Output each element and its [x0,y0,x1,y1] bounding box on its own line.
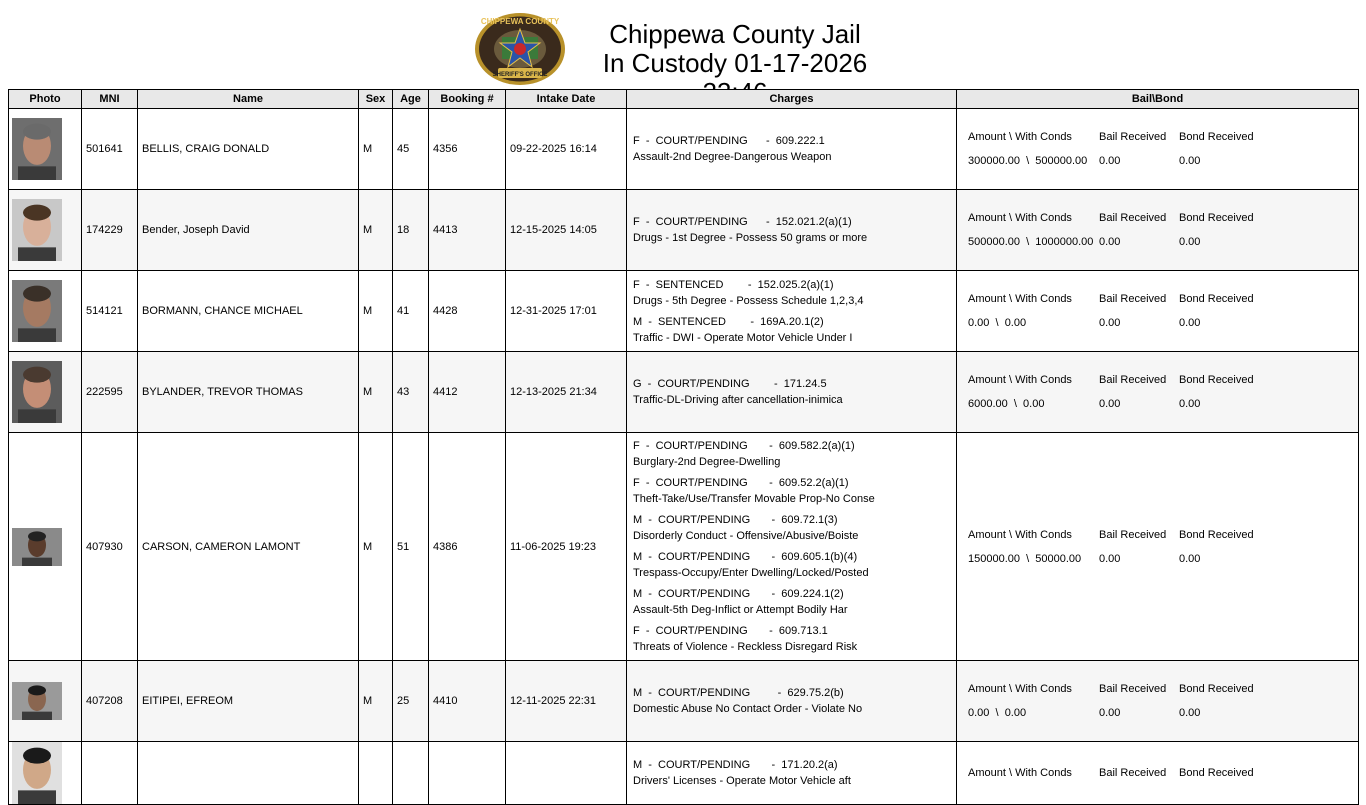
jail-name: Chippewa County Jail [609,19,861,49]
col-intake-date[interactable]: Intake Date [506,90,627,109]
mugshot-photo[interactable] [12,199,62,261]
charges-cell [627,661,957,742]
charge-entry [633,757,950,789]
custody-timestamp: In Custody 01-17-2026 [602,48,868,78]
charges-cell [627,433,957,661]
col-mni[interactable]: MNI [82,90,138,109]
charge-level-status-statute: M - COURT/PENDING - 609.605.1(b)(4) [633,551,858,563]
bail-amount-label: Amount \ With Conds [968,528,1072,541]
col-age[interactable]: Age [393,90,429,109]
intake-date-cell: 12-31-2025 17:01 [506,271,627,352]
charges-cell [627,271,957,352]
bail-received-label: Bail Received [1099,528,1167,541]
bail-amount-value: 6000.00 \ 0.00 [968,398,1045,410]
intake-date-cell: 11-06-2025 19:23 [506,433,627,661]
charge-level-status-statute: M - COURT/PENDING - 609.72.1(3) [633,514,838,526]
bail-values-row [968,392,1354,416]
bail-received-label: Bail Received [1099,293,1167,305]
sex-cell: M [359,661,393,742]
charge-entry [633,512,950,544]
mugshot-photo[interactable] [12,682,62,720]
col-name[interactable]: Name [138,90,359,109]
name-cell: Bender, Joseph David [138,190,359,271]
svg-text:SHERIFF'S OFFICE: SHERIFF'S OFFICE [492,72,548,78]
mni-cell: 501641 [82,109,138,190]
sex-cell: M [359,271,393,352]
bail-amount-value: 150000.00 \ 50000.00 [968,552,1082,565]
charge-entry [633,277,950,309]
bail-header-row [968,523,1354,547]
charge-level-status-statute: M - COURT/PENDING - 609.224.1(2) [633,588,844,600]
charge-entry [633,549,950,581]
col-photo[interactable]: Photo [9,90,82,109]
bail-bond-cell [957,109,1359,190]
bail-amount-value: 0.00 \ 0.00 [968,317,1027,329]
age-cell: 51 [393,433,429,661]
charge-description: Drivers' Licenses - Operate Motor Vehicle aft [633,775,851,787]
bail-header-row [968,206,1354,230]
charge-level-status-statute: F - COURT/PENDING - 152.021.2(a)(1) [633,216,852,228]
charge-entry [633,685,950,717]
charge-description: Traffic - DWI - Operate Motor Vehicle Under I [633,331,853,344]
table-row[interactable] [9,433,1359,661]
charge-description: Domestic Abuse No Contact Order - Violate No [633,703,863,715]
bail-amount-label: Amount \ With Conds [968,374,1072,386]
bail-received-value: 0.00 [1099,398,1121,410]
name-cell: BYLANDER, TREVOR THOMAS [138,352,359,433]
mugshot-photo[interactable] [12,118,62,180]
booking-cell: 4413 [429,190,506,271]
bail-values-row [968,701,1354,725]
bond-received-value: 0.00 [1179,236,1201,248]
bond-received-value: 0.00 [1179,398,1201,410]
photo-cell [9,661,82,742]
photo-cell [9,109,82,190]
col-booking[interactable]: Booking # [429,90,506,109]
sex-cell: M [359,190,393,271]
age-cell: 18 [393,190,429,271]
bail-header-row [968,761,1354,785]
table-row[interactable] [9,661,1359,742]
bail-amount-value: 300000.00 \ 500000.00 [968,155,1088,167]
bail-bond-cell [957,661,1359,742]
bond-received-label: Bond Received [1179,767,1254,779]
charges-cell [627,352,957,433]
charge-description: Traffic-DL-Driving after cancellation-inimica [633,394,843,406]
bail-header-row [968,368,1354,392]
mugshot-photo[interactable] [12,528,62,566]
name-cell: BELLIS, CRAIG DONALD [138,109,359,190]
table-row[interactable] [9,271,1359,352]
bail-values-row [968,547,1354,571]
charge-description: Disorderly Conduct - Offensive/Abusive/Boiste [633,530,859,542]
charge-level-status-statute: M - COURT/PENDING - 629.75.2(b) [633,687,844,699]
bail-received-value: 0.00 [1099,317,1121,329]
charge-entry [633,623,950,655]
bond-received-label: Bond Received [1179,683,1254,695]
sex-cell: M [359,433,393,661]
mni-cell: 174229 [82,190,138,271]
name-cell: CARSON, CAMERON LAMONT [138,433,359,661]
charge-level-status-statute: G - COURT/PENDING - 171.24.5 [633,378,827,390]
age-cell: 43 [393,352,429,433]
charge-level-status-statute: F - COURT/PENDING - 609.713.1 [633,625,828,637]
charge-entry [633,475,950,507]
booking-cell: 4410 [429,661,506,742]
name-cell: EITIPEI, EFREOM [138,661,359,742]
charges-cell [627,109,957,190]
charge-description: Assault-2nd Degree-Dangerous Weapon [633,151,832,163]
booking-cell: 4356 [429,109,506,190]
charge-description: Assault-5th Deg-Inflict or Attempt Bodily Har [633,604,848,616]
bail-values-row [968,149,1354,173]
mugshot-photo[interactable] [12,742,62,804]
charge-entry [633,438,950,470]
sex-cell: M [359,109,393,190]
intake-date-cell [506,742,627,805]
bail-received-label: Bail Received [1099,767,1167,779]
table-header-row [9,90,1359,109]
age-cell: 45 [393,109,429,190]
photo-cell [9,352,82,433]
charge-level-status-statute: F - SENTENCED - 152.025.2(a)(1) [633,278,834,291]
bond-received-label: Bond Received [1179,528,1254,541]
charge-entry [633,133,950,165]
bail-header-row [968,677,1354,701]
photo-cell [9,742,82,805]
bond-received-label: Bond Received [1179,131,1254,143]
charges-cell [627,190,957,271]
booking-cell [429,742,506,805]
name-cell [138,742,359,805]
charge-entry [633,586,950,618]
intake-date-cell: 12-13-2025 21:34 [506,352,627,433]
charge-level-status-statute: F - COURT/PENDING - 609.52.2(a)(1) [633,477,849,489]
bail-bond-cell [957,271,1359,352]
inmate-roster-table [8,89,1359,805]
charge-level-status-statute: M - SENTENCED - 169A.20.1(2) [633,315,824,328]
bond-received-value: 0.00 [1179,707,1201,719]
charge-description: Burglary-2nd Degree-Dwelling [633,456,781,468]
bail-received-value: 0.00 [1099,552,1121,565]
bond-received-label: Bond Received [1179,293,1254,305]
table-row[interactable] [9,190,1359,271]
age-cell: 25 [393,661,429,742]
photo-cell [9,433,82,661]
bail-bond-cell [957,352,1359,433]
sex-cell [359,742,393,805]
bail-amount-label: Amount \ With Conds [968,683,1072,695]
mni-cell: 407208 [82,661,138,742]
booking-cell: 4386 [429,433,506,661]
booking-cell: 4428 [429,271,506,352]
charge-level-status-statute: F - COURT/PENDING - 609.582.2(a)(1) [633,440,855,452]
bail-received-label: Bail Received [1099,131,1167,143]
mni-cell [82,742,138,805]
bail-received-value: 0.00 [1099,155,1121,167]
photo-cell [9,190,82,271]
bail-amount-value: 500000.00 \ 1000000.00 [968,236,1094,248]
age-cell: 41 [393,271,429,352]
bail-received-label: Bail Received [1099,212,1167,224]
charge-description: Drugs - 5th Degree - Possess Schedule 1,2,3,4 [633,294,864,307]
charge-description: Threats of Violence - Reckless Disregard Risk [633,641,858,653]
bond-received-value: 0.00 [1179,317,1201,329]
bond-received-label: Bond Received [1179,212,1254,224]
col-bail-bond[interactable]: Bail\Bond [957,90,1359,109]
intake-date-cell: 09-22-2025 16:14 [506,109,627,190]
bail-values-row [968,311,1354,335]
intake-date-cell: 12-15-2025 14:05 [506,190,627,271]
mni-cell: 222595 [82,352,138,433]
table-row[interactable] [9,109,1359,190]
bond-received-value: 0.00 [1179,552,1201,565]
charge-level-status-statute: F - COURT/PENDING - 609.222.1 [633,135,825,147]
bail-received-label: Bail Received [1099,374,1167,386]
table-row[interactable] [9,742,1359,805]
charges-cell [627,742,957,805]
bond-received-value: 0.00 [1179,155,1201,167]
photo-cell [9,271,82,352]
bond-received-label: Bond Received [1179,374,1254,386]
table-row[interactable] [9,352,1359,433]
bail-received-value: 0.00 [1099,236,1121,248]
charge-entry [633,314,950,346]
report-header [0,10,1366,92]
mugshot-photo[interactable] [12,280,62,342]
charge-description: Theft-Take/Use/Transfer Movable Prop-No Conse [633,493,875,505]
charge-description: Trespass-Occupy/Enter Dwelling/Locked/Posted [633,567,869,579]
bail-header-row [968,125,1354,149]
col-charges[interactable]: Charges [627,90,957,109]
sheriff-badge-logo [474,12,566,86]
sex-cell: M [359,352,393,433]
mni-cell: 407930 [82,433,138,661]
bail-amount-label: Amount \ With Conds [968,293,1072,305]
bail-bond-cell [957,742,1359,805]
svg-text:CHIPPEWA COUNTY: CHIPPEWA COUNTY [480,17,560,26]
bail-bond-cell [957,190,1359,271]
bail-received-label: Bail Received [1099,683,1167,695]
bail-amount-label: Amount \ With Conds [968,131,1072,143]
bail-header-row [968,287,1354,311]
mugshot-photo[interactable] [12,361,62,423]
col-sex[interactable]: Sex [359,90,393,109]
bail-values-row [968,230,1354,254]
bail-received-value: 0.00 [1099,707,1121,719]
age-cell [393,742,429,805]
charge-entry [633,214,950,246]
name-cell: BORMANN, CHANCE MICHAEL [138,271,359,352]
mni-cell: 514121 [82,271,138,352]
booking-cell: 4412 [429,352,506,433]
bail-bond-cell [957,433,1359,661]
bail-amount-label: Amount \ With Conds [968,212,1072,224]
charge-entry [633,376,950,408]
bail-amount-value: 0.00 \ 0.00 [968,707,1027,719]
intake-date-cell: 12-11-2025 22:31 [506,661,627,742]
bail-amount-label: Amount \ With Conds [968,767,1072,779]
charge-description: Drugs - 1st Degree - Possess 50 grams or more [633,232,868,244]
charge-level-status-statute: M - COURT/PENDING - 171.20.2(a) [633,759,838,771]
